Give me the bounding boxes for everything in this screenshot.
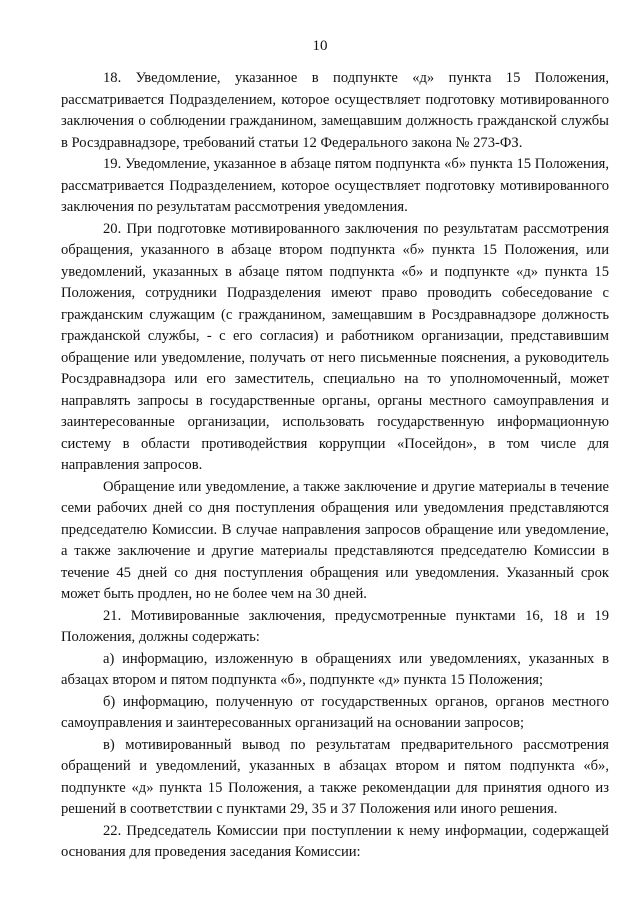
paragraph-18: 18. Уведомление, указанное в подпункте «д» пункта 15 Положения, рассматривается Подразделением, которое осуществляет подготовку мотивированного заключения о соблюдении гражданином, замещавшим должность гражданской службы в Росздравнадзоре, требований статьи 12 Федерального закона № 273-ФЗ. (61, 70, 609, 151)
paragraph-21: 21. Мотивированные заключения, предусмотренные пунктами 16, 18 и 19 Положения, должны содержать: (61, 607, 609, 645)
paragraph-21-item-b: б) информацию, полученную от государственных органов, органов местного самоуправления и заинтересованных организаций на основании запросов; (61, 693, 609, 731)
paragraph-21-item-v: в) мотивированный вывод по результатам предварительного рассмотрения обращений и уведомлений, указанных в абзацах втором и пятом подпункта «б», подпункте «д» пункта 15 Положения, а также рекомендации для принятия одного из решений в соответствии с пунктами 29, 35 и 37 Положения или иного решения. (61, 736, 609, 817)
document-body (61, 68, 609, 864)
paragraph-22: 22. Председатель Комиссии при поступлении к нему информации, содержащей основания для проведения заседания Комиссии: (61, 822, 609, 860)
paragraph-20: 20. При подготовке мотивированного заключения по результатам рассмотрения обращения, указанного в абзаце втором подпункта «б» пункта 15 Положения, или уведомлений, указанных в абзаце пятом подпункта «б» и подпункте «д» пункта 15 Положения, сотрудники Подразделения имеют право проводить собеседование с гражданским служащим (с гражданином, замещавшим в Росздравнадзоре должность гражданской службы, - с его согласия) и работником организации, представившим обращение или уведомление, получать от него письменные пояснения, а руководитель Росздравнадзора или его заместитель, специально на то уполномоченный, может направлять запросы в государственные органы, органы местного самоуправления и заинтересованные организации, использовать государственную информационную систему в области противодействия коррупции «Посейдон», в том числе для направления запросов. (61, 220, 609, 473)
paragraph-19: 19. Уведомление, указанное в абзаце пятом подпункта «б» пункта 15 Положения, рассматривается Подразделением, которое осуществляет подготовку мотивированного заключения по результатам рассмотрения уведомления. (61, 156, 609, 215)
page-number: 10 (312, 38, 328, 54)
paragraph-21-item-a: а) информацию, изложенную в обращениях или уведомлениях, указанных в абзацах втором и пятом подпункта «б», подпункте «д» пункта 15 Положения; (61, 650, 609, 688)
paragraph-20-continuation: Обращение или уведомление, а также заключение и другие материалы в течение семи рабочих дней со дня поступления обращения или уведомления представляются председателю Комиссии. В случае направления запросов обращение или уведомление, а также заключение и другие материалы представляются председателю Комиссии в течение 45 дней со дня поступления обращения или уведомления. Указанный срок может быть продлен, но не более чем на 30 дней. (61, 478, 609, 602)
